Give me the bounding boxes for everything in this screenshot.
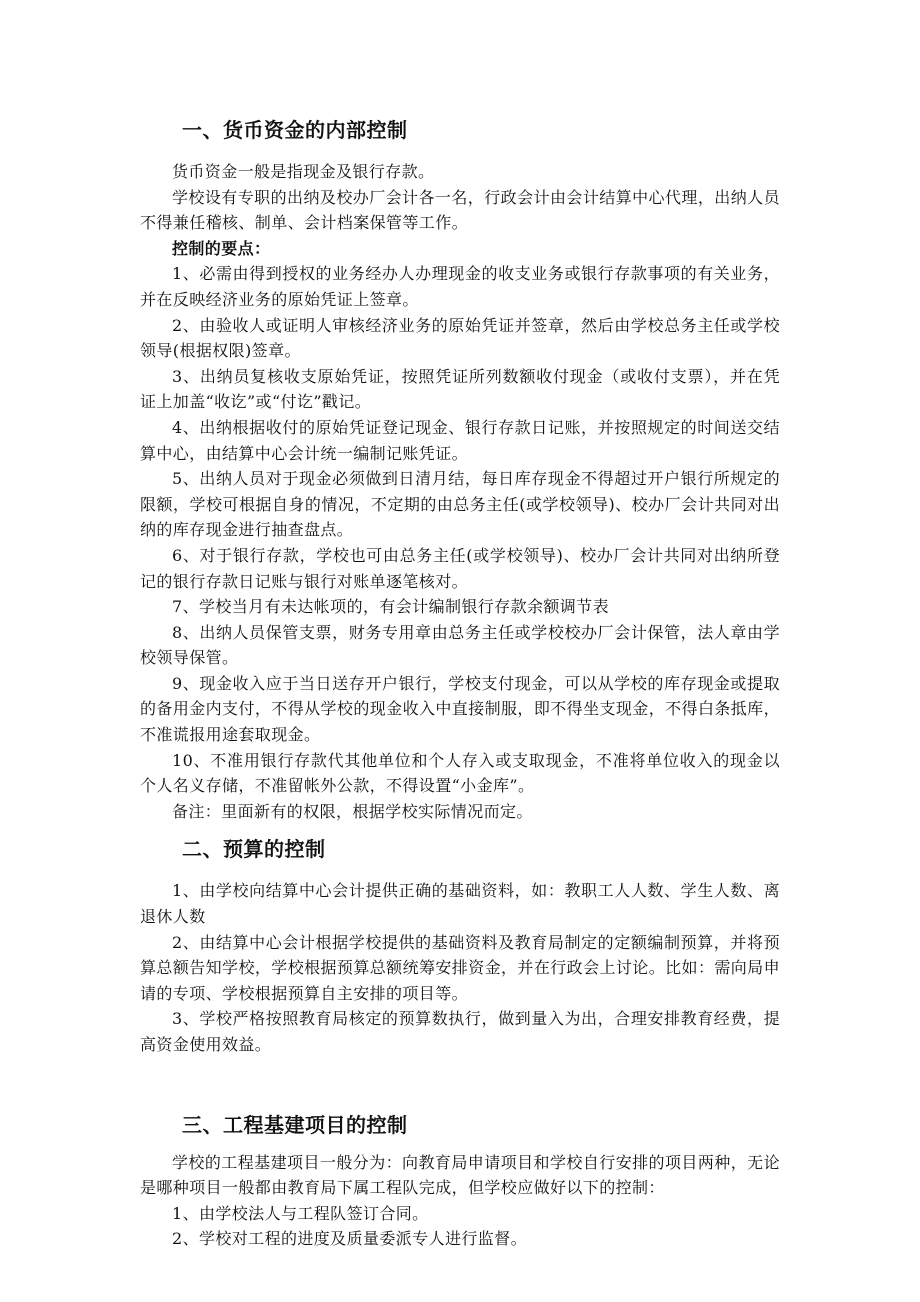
control-points-label: 控制的要点： (172, 238, 271, 258)
section-2-heading: 二、预算的控制 (182, 837, 326, 862)
paragraph: 9、现金收入应于当日送存开户银行，学校支付现金，可以从学校的库存现金或提取的备用金内支付，不得从学校的现金收入中直接制服，即不得坐支现金，不得白条抵库，不准谎报用途套取现金。 (140, 673, 780, 745)
paragraph: 3、出纳员复核收支原始凭证，按照凭证所列数额收付现金（或收付支票），并在凭证上加盖“收讫”或“付讫”戳记。 (140, 366, 780, 412)
paragraph: 10、不准用银行存款代其他单位和个人存入或支取现金，不准将单位收入的现金以个人名义存储，不准留帐外公款，不得设置“小金库”。 (140, 750, 780, 796)
paragraph: 学校的工程基建项目一般分为：向教育局申请项目和学校自行安排的项目两种，无论是哪种项目一般都由教育局下属工程队完成，但学校应做好以下的控制： (140, 1152, 780, 1198)
paragraph: 7、学校当月有未达帐项的，有会计编制银行存款余额调节表 (172, 597, 609, 617)
section-3-heading: 三、工程基建项目的控制 (182, 1112, 408, 1137)
paragraph: 2、由结算中心会计根据学校提供的基础资料及教育局制定的定额编制预算，并将预算总额告知学校，学校根据预算总额统筹安排资金，并在行政会上讨论。比如：需向局申请的专项、学校根据预算自主安排的项目等。 (140, 932, 780, 1003)
paragraph: 货币资金一般是指现金及银行存款。 (172, 162, 435, 181)
paragraph: 2、学校对工程的进度及质量委派专人进行监督。 (172, 1229, 527, 1249)
paragraph: 1、必需由得到授权的业务经办人办理现金的收支业务或银行存款事项的有关业务，并在反映经济业务的原始凭证上签章。 (140, 264, 780, 309)
document-body (140, 115, 780, 1252)
paragraph: 5、出纳人员对于现金必须做到日清月结，每日库存现金不得超过开户银行所规定的限额，学校可根据自身的情况，不定期的由总务主任(或学校领导)、校办厂会计共同对出纳的库存现金进行抽查盘点。 (140, 469, 780, 540)
paragraph: 8、出纳人员保管支票，财务专用章由总务主任或学校校办厂会计保管，法人章由学校领导保管。 (140, 622, 780, 668)
paragraph: 6、对于银行存款，学校也可由总务主任(或学校领导)、校办厂会计共同对出纳所登记的银行存款日记账与银行对账单逐笔核对。 (140, 545, 780, 591)
paragraph: 3、学校严格按照教育局核定的预算数执行，做到量入为出，合理安排教育经费，提高资金使用效益。 (140, 1009, 780, 1054)
paragraph: 学校设有专职的出纳及校办厂会计各一名，行政会计由会计结算中心代理，出纳人员不得兼任稽核、制单、会计档案保管等工作。 (140, 187, 780, 233)
section-1-heading: 一、货币资金的内部控制 (182, 118, 408, 142)
note-paragraph: 备注：里面新有的权限，根据学校实际情况而定。 (172, 801, 533, 821)
paragraph: 1、由学校向结算中心会计提供正确的基础资料，如：教职工人人数、学生人数、离退休人数 (140, 881, 780, 927)
paragraph: 1、由学校法人与工程队签订合同。 (172, 1203, 429, 1223)
paragraph: 4、出纳根据收付的原始凭证登记现金、银行存款日记账，并按照规定的时间送交结算中心，由结算中心会计统一编制记账凭证。 (140, 417, 780, 463)
paragraph: 2、由验收人或证明人审核经济业务的原始凭证并签章，然后由学校总务主任或学校领导(根据权限)签章。 (140, 315, 780, 361)
